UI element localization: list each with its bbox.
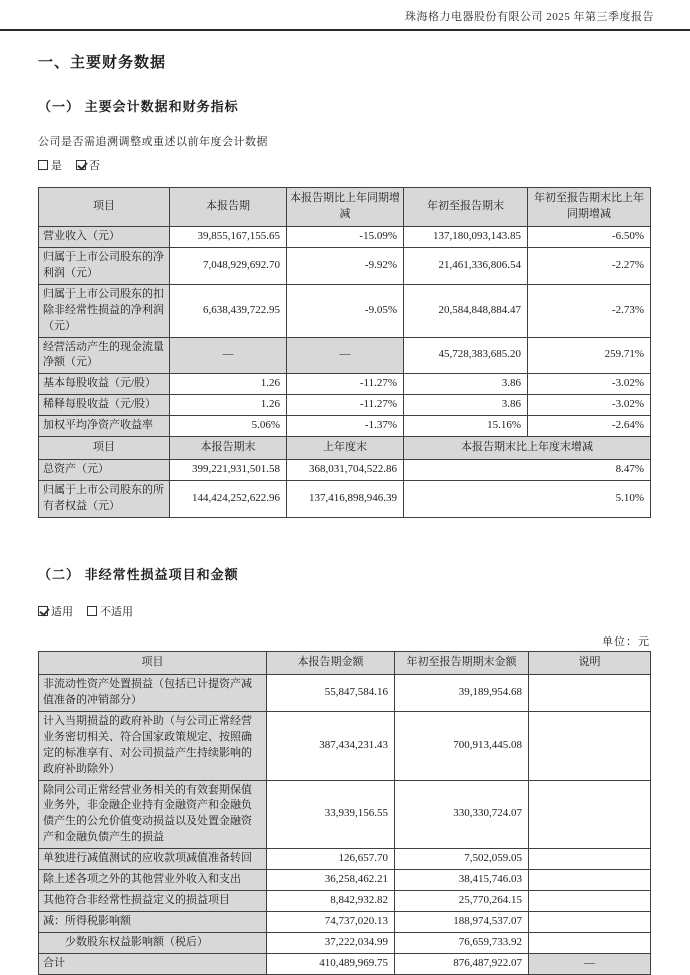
cell-value: 399,221,931,501.58 [170, 460, 287, 481]
section-1-2-heading: （二） 非经常性损益项目和金额 [38, 566, 239, 582]
column-header: 本报告期末比上年度末增减 [404, 437, 651, 460]
cell-value: -3.02% [528, 374, 651, 395]
cell-value: 126,657.70 [267, 849, 395, 870]
checkbox-checked-icon [76, 160, 86, 170]
cell-note [529, 674, 651, 711]
cell-note: — [529, 953, 651, 974]
cell-value: 38,415,746.03 [395, 870, 529, 891]
cell-value: 21,461,336,806.54 [404, 247, 528, 284]
row-label: 除同公司正常经营业务相关的有效套期保值业务外，非金融企业持有金融资产和金融负债产生的公允价值变动损益以及处置金融资产和金融负债产生的损益 [39, 780, 267, 849]
option-applicable [38, 603, 73, 619]
checkbox-unchecked-icon [87, 606, 97, 616]
non-recurring-items-table [38, 651, 651, 975]
row-label: 合计 [39, 953, 267, 974]
cell-value: -11.27% [287, 395, 404, 416]
column-header: 本报告期比上年同期增减 [287, 188, 404, 227]
cell-note [529, 780, 651, 849]
row-label: 加权平均净资产收益率 [39, 416, 170, 437]
cell-value: 5.06% [170, 416, 287, 437]
cell-value: 368,031,704,522.86 [287, 460, 404, 481]
cell-value: 188,974,537.07 [395, 912, 529, 933]
cell-value: 6,638,439,722.95 [170, 284, 287, 337]
cell-value: -2.27% [528, 247, 651, 284]
column-header: 本报告期金额 [267, 651, 395, 674]
cell-value: 7,048,929,692.70 [170, 247, 287, 284]
unit-label: 单位：元 [602, 635, 650, 648]
row-label: 减：所得税影响额 [39, 912, 267, 933]
cell-value: 8,842,932.82 [267, 891, 395, 912]
cell-value: 37,222,034.99 [267, 933, 395, 954]
cell-value: 137,180,093,143.85 [404, 226, 528, 247]
cell-note [529, 849, 651, 870]
key-financials-table [38, 187, 651, 518]
row-label: 归属于上市公司股东的扣除非经常性损益的净利润（元） [39, 284, 170, 337]
table-row [39, 674, 651, 711]
table-subheader-row [39, 437, 651, 460]
column-header: 项目 [39, 651, 267, 674]
cell-value: 20,584,848,884.47 [404, 284, 528, 337]
option-no [76, 157, 100, 173]
cell-value: -9.92% [287, 247, 404, 284]
column-header: 年初至报告期末比上年同期增减 [528, 188, 651, 227]
row-label: 归属于上市公司股东的所有者权益（元） [39, 481, 170, 518]
checkbox-checked-icon [38, 606, 48, 616]
cell-note [529, 912, 651, 933]
cell-value: — [170, 337, 287, 374]
cell-value: -9.05% [287, 284, 404, 337]
cell-value: 3.86 [404, 374, 528, 395]
cell-value: 700,913,445.08 [395, 711, 529, 780]
option-applicable-label: 适用 [51, 605, 73, 618]
cell-value: 5.10% [404, 481, 651, 518]
row-label: 总资产（元） [39, 460, 170, 481]
column-header: 本报告期 [170, 188, 287, 227]
cell-value: 330,330,724.07 [395, 780, 529, 849]
cell-value: — [287, 337, 404, 374]
table-total-row [39, 953, 651, 974]
row-label: 其他符合非经常性损益定义的损益项目 [39, 891, 267, 912]
cell-value: -6.50% [528, 226, 651, 247]
page-content [0, 51, 690, 975]
table-row [39, 416, 651, 437]
section-1-heading: 一、主要财务数据 [38, 54, 167, 71]
column-header: 上年度末 [287, 437, 404, 460]
option-not-applicable-label: 不适用 [100, 605, 133, 618]
cell-value: -1.37% [287, 416, 404, 437]
cell-value: -2.64% [528, 416, 651, 437]
section-1-1-heading: （一） 主要会计数据和财务指标 [38, 99, 239, 114]
cell-value: 7,502,059.05 [395, 849, 529, 870]
option-yes-label: 是 [51, 160, 62, 172]
cell-value: 387,434,231.43 [267, 711, 395, 780]
table-row [39, 226, 651, 247]
checkbox-unchecked-icon [38, 160, 48, 170]
table-row [39, 780, 651, 849]
table-row [39, 870, 651, 891]
header-divider [0, 29, 690, 31]
table-row [39, 481, 651, 518]
table-row [39, 933, 651, 954]
row-label: 非流动性资产处置损益（包括已计提资产减值准备的冲销部分） [39, 674, 267, 711]
column-header: 年初至报告期期末金额 [395, 651, 529, 674]
cell-value: 33,939,156.55 [267, 780, 395, 849]
cell-value: 15.16% [404, 416, 528, 437]
cell-note [529, 870, 651, 891]
column-header: 年初至报告期末 [404, 188, 528, 227]
cell-value: 39,855,167,155.65 [170, 226, 287, 247]
cell-value: -3.02% [528, 395, 651, 416]
table-row [39, 374, 651, 395]
row-label: 归属于上市公司股东的净利润（元） [39, 247, 170, 284]
table-row [39, 247, 651, 284]
column-header: 本报告期末 [170, 437, 287, 460]
row-label: 少数股东权益影响额（税后） [39, 933, 267, 954]
cell-value: 55,847,584.16 [267, 674, 395, 711]
cell-note [529, 711, 651, 780]
table-row [39, 284, 651, 337]
table-row [39, 460, 651, 481]
restatement-options [38, 157, 652, 173]
table-row [39, 912, 651, 933]
option-yes [38, 157, 62, 173]
row-label: 单独进行减值测试的应收款项减值准备转回 [39, 849, 267, 870]
cell-value: 36,258,462.21 [267, 870, 395, 891]
cell-value: 876,487,922.07 [395, 953, 529, 974]
cell-note [529, 891, 651, 912]
cell-value: 3.86 [404, 395, 528, 416]
option-no-label: 否 [89, 160, 100, 172]
column-header: 项目 [39, 188, 170, 227]
applicability-options [38, 603, 652, 619]
cell-value: 76,659,733.92 [395, 933, 529, 954]
cell-value: 39,189,954.68 [395, 674, 529, 711]
cell-value: -11.27% [287, 374, 404, 395]
row-label: 经营活动产生的现金流量净额（元） [39, 337, 170, 374]
table-row [39, 711, 651, 780]
cell-value: 1.26 [170, 374, 287, 395]
report-title: 珠海格力电器股份有限公司 2025 年第三季度报告 [405, 11, 654, 23]
table-row [39, 849, 651, 870]
cell-value: 410,489,969.75 [267, 953, 395, 974]
table-row [39, 395, 651, 416]
cell-value: 74,737,020.13 [267, 912, 395, 933]
cell-value: 144,424,252,622.96 [170, 481, 287, 518]
row-label: 除上述各项之外的其他营业外收入和支出 [39, 870, 267, 891]
column-header: 说明 [529, 651, 651, 674]
table-header-row [39, 651, 651, 674]
cell-value: -2.73% [528, 284, 651, 337]
cell-note [529, 933, 651, 954]
table-row [39, 337, 651, 374]
table-row [39, 891, 651, 912]
cell-value: 45,728,383,685.20 [404, 337, 528, 374]
row-label: 稀释每股收益（元/股） [39, 395, 170, 416]
cell-value: 259.71% [528, 337, 651, 374]
restatement-question: 公司是否需追溯调整或重述以前年度会计数据 [38, 136, 268, 148]
column-header: 项目 [39, 437, 170, 460]
row-label: 基本每股收益（元/股） [39, 374, 170, 395]
cell-value: 137,416,898,946.39 [287, 481, 404, 518]
cell-value: 8.47% [404, 460, 651, 481]
cell-value: 25,770,264.15 [395, 891, 529, 912]
table-header-row [39, 188, 651, 227]
running-header [0, 0, 690, 24]
option-not-applicable [87, 603, 133, 619]
row-label: 营业收入（元） [39, 226, 170, 247]
cell-value: -15.09% [287, 226, 404, 247]
cell-value: 1.26 [170, 395, 287, 416]
row-label: 计入当期损益的政府补助（与公司正常经营业务密切相关、符合国家政策规定、按照确定的标准享有、对公司损益产生持续影响的政府补助除外） [39, 711, 267, 780]
